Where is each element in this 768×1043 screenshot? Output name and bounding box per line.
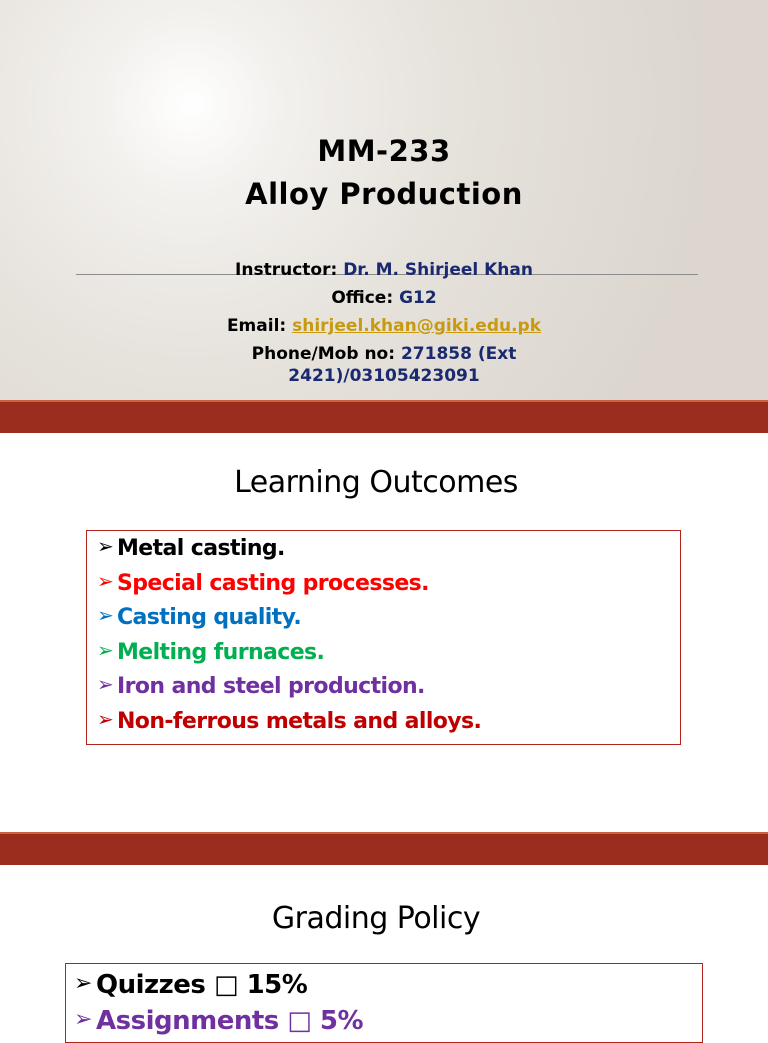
arrowhead-bullet-icon: ➢ [97,672,114,696]
slide-divider-band [0,400,768,433]
list-item-text: Iron and steel production. [117,674,425,699]
list-item-text: Special casting processes. [117,571,429,596]
email-line [0,315,768,337]
list-item [97,569,429,603]
arrowhead-bullet-icon: ➢ [74,971,92,996]
instructor-value: Dr. M. Shirjeel Khan [343,260,533,280]
phone-line [0,343,768,387]
office-label: Office: [331,288,394,308]
learning-outcomes-heading: Learning Outcomes [234,465,518,500]
list-item-text: Quizzes □ 15% [96,970,308,1000]
phone-value-line1: 271858 (Ext [400,344,517,364]
arrowhead-bullet-icon: ➢ [97,534,114,558]
arrowhead-bullet-icon: ➢ [97,707,114,731]
course-code: MM-233 [317,134,451,168]
list-item [74,970,307,1000]
instructor-line [0,259,768,281]
list-item [97,672,425,706]
arrowhead-bullet-icon: ➢ [97,569,114,593]
arrowhead-bullet-icon: ➢ [74,1007,92,1032]
slide-divider-band [0,832,768,865]
instructor-label: Instructor: [235,260,338,280]
list-item [97,707,481,741]
email-label: Email: [226,316,287,336]
list-item-text: Casting quality. [117,605,302,630]
list-item-text: Metal casting. [117,536,285,561]
list-item [97,603,301,637]
course-title: Alloy Production [245,177,523,211]
arrowhead-bullet-icon: ➢ [97,603,114,627]
list-item-text: Assignments □ 5% [96,1006,364,1036]
phone-label: Phone/Mob no: [251,344,396,364]
grading-policy-heading: Grading Policy [271,901,481,936]
list-item-text: Non-ferrous metals and alloys. [117,709,482,734]
email-link[interactable]: shirjeel.khan@giki.edu.pk [292,316,542,336]
list-item-text: Melting furnaces. [117,640,325,665]
title-slide [0,0,768,400]
list-item [97,534,285,568]
arrowhead-bullet-icon: ➢ [97,638,114,662]
grading-policy-box [65,963,703,1043]
list-item [97,638,324,672]
list-item [74,1006,363,1036]
phone-value-line2: 2421)/03105423091 [288,366,480,386]
office-value: G12 [399,288,437,308]
learning-outcomes-box [86,530,681,745]
office-line [0,287,768,309]
